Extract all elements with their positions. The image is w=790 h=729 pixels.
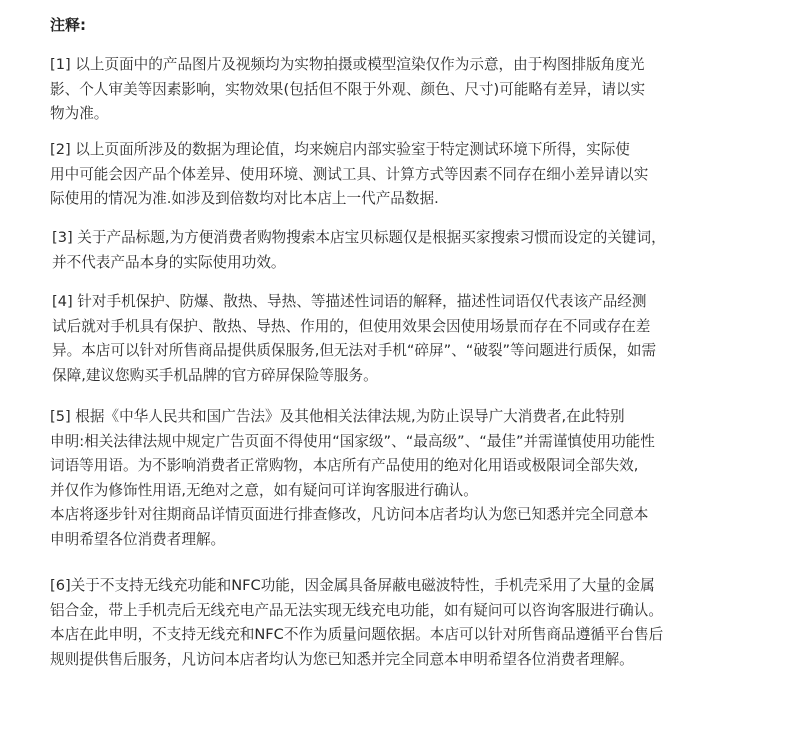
note-line: 保障,建议您购买手机品牌的官方碎屏保险等服务。 xyxy=(52,366,378,384)
note-line: 并不代表产品本身的实际使用功效。 xyxy=(52,253,286,271)
notes-heading: 注释: xyxy=(50,16,86,34)
note-line: 铝合金，带上手机壳后无线充电产品无法实现无线充电功能，如有疑问可以咨询客服进行确认。 xyxy=(50,601,663,619)
note-paragraph-5 xyxy=(50,405,655,552)
note-paragraph-2 xyxy=(50,138,648,212)
note-line: 异。本店可以针对所售商品提供质保服务,但无法对手机“碎屏”、“破裂”等问题进行质保，如需 xyxy=(52,342,657,359)
note-line: 并仅作为修饰性用语,无绝对之意，如有疑问可详询客服进行确认。 xyxy=(50,481,478,499)
note-line: 本店在此申明，不支持无线充和NFC不作为质量问题依据。本店可以针对所售商品遵循平台售后 xyxy=(50,626,664,643)
note-line: 际使用的情况为准.如涉及到倍数均对比本店上一代产品数据. xyxy=(50,190,439,207)
note-line: 试后就对手机具有保护、散热、导热、作用的，但使用效果会因使用场景而存在不同或存在差 xyxy=(52,317,651,335)
note-line: 影、个人审美等因素影响，实物效果(包括但不限于外观、颜色、尺寸)可能略有差异，请以实 xyxy=(50,80,646,98)
note-line: [6]关于不支持无线充功能和NFC功能，因金属具备屏蔽电磁波特性，手机壳采用了大量的金属 xyxy=(50,577,655,594)
note-paragraph-4 xyxy=(52,290,656,388)
note-paragraph-1 xyxy=(50,53,645,127)
note-line: 申明:相关法律法规中规定广告页面不得使用“国家级”、“最高级”、“最佳”并需谨慎使用功能性 xyxy=(50,432,655,450)
note-line: 物为准。 xyxy=(50,105,109,122)
note-line: 词语等用语。为不影响消费者正常购物，本店所有产品使用的绝对化用语或极限词全部失效, xyxy=(50,457,639,474)
note-line: 本店将逐步针对往期商品详情页面进行排查修改，凡访问本店者均认为您已知悉并完全同意本 xyxy=(50,506,649,523)
note-line: [3] 关于产品标题,为方便消费者购物搜索本店宝贝标题仅是根据买家搜索习惯而设定的关键词， xyxy=(52,229,666,246)
note-line: [2] 以上页面所涉及的数据为理论值，均来婉启内部实验室于特定测试环境下所得，实际使 xyxy=(50,141,630,158)
note-line: 用中可能会因产品个体差异、使用环境、测试工具、计算方式等因素不同存在细小差异请以实 xyxy=(50,165,649,183)
note-line: [5] 根据《中华人民共和国广告法》及其他相关法律法规,为防止误导广大消费者,在此特别 xyxy=(50,408,625,425)
note-paragraph-3 xyxy=(52,226,666,275)
note-line: 规则提供售后服务，凡访问本店者均认为您已知悉并完全同意本申明希望各位消费者理解。 xyxy=(50,650,634,668)
note-line: [1] 以上页面中的产品图片及视频均为实物拍摄或模型渲染仅作为示意，由于构图排版角度光 xyxy=(50,56,645,73)
note-paragraph-6 xyxy=(50,574,663,672)
note-line: [4] 针对手机保护、防爆、散热、导热、等描述性词语的解释，描述性词语仅代表该产品经测 xyxy=(52,293,647,310)
note-line: 申明希望各位消费者理解。 xyxy=(50,530,226,548)
